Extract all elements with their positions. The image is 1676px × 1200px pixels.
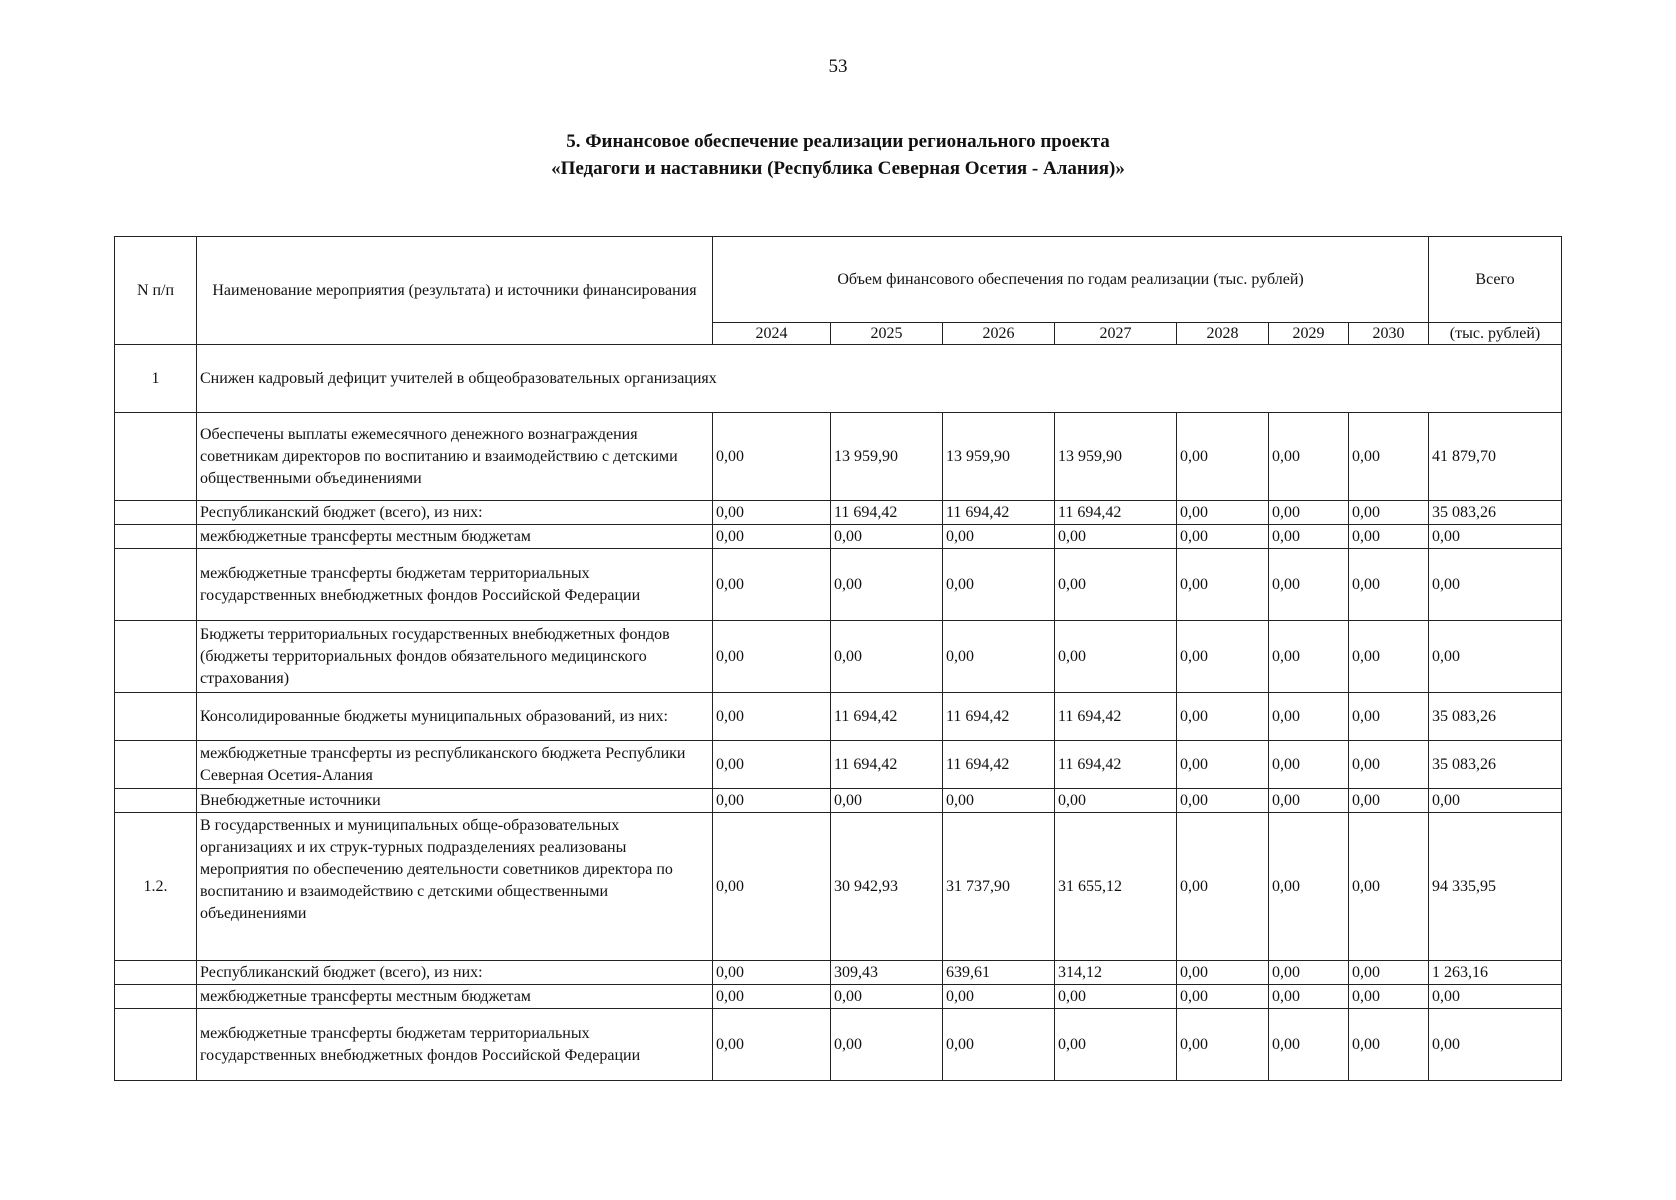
row-value: 13 959,90 — [831, 413, 943, 501]
row-value: 309,43 — [831, 961, 943, 985]
row-total: 41 879,70 — [1429, 413, 1562, 501]
header-year: 2025 — [831, 323, 943, 345]
row-value: 0,00 — [1055, 621, 1177, 693]
row-value: 0,00 — [1349, 549, 1429, 621]
row-value: 31 655,12 — [1055, 813, 1177, 961]
row-value: 0,00 — [1349, 501, 1429, 525]
table-row — [115, 693, 1562, 741]
section-index: 1 — [115, 345, 197, 413]
row-name: межбюджетные трансферты бюджетам территориальных государственных внебюджетных фондов Российской Федерации — [197, 1009, 713, 1081]
row-name: межбюджетные трансферты из республиканского бюджета Республики Северная Осетия-Алания — [197, 741, 713, 789]
header-year: 2030 — [1349, 323, 1429, 345]
row-value: 0,00 — [1349, 961, 1429, 985]
table-header — [115, 237, 1562, 345]
row-total: 0,00 — [1429, 789, 1562, 813]
row-total: 0,00 — [1429, 985, 1562, 1009]
row-value: 13 959,90 — [943, 413, 1055, 501]
row-value: 0,00 — [713, 501, 831, 525]
header-total: Всего — [1429, 237, 1562, 323]
row-value: 0,00 — [943, 789, 1055, 813]
financing-table — [114, 236, 1562, 1081]
row-index — [115, 501, 197, 525]
table-row — [115, 501, 1562, 525]
row-total: 0,00 — [1429, 1009, 1562, 1081]
row-value: 0,00 — [1055, 525, 1177, 549]
row-value: 0,00 — [1269, 1009, 1349, 1081]
header-name: Наименование мероприятия (результата) и источники финансирования — [197, 237, 713, 345]
row-value: 0,00 — [713, 413, 831, 501]
row-name: межбюджетные трансферты бюджетам территориальных государственных внебюджетных фондов Российской Федерации — [197, 549, 713, 621]
row-value: 0,00 — [1177, 501, 1269, 525]
row-value: 0,00 — [1177, 813, 1269, 961]
row-value: 0,00 — [1055, 789, 1177, 813]
row-value: 11 694,42 — [831, 693, 943, 741]
row-value: 13 959,90 — [1055, 413, 1177, 501]
row-total: 35 083,26 — [1429, 741, 1562, 789]
row-value: 0,00 — [1349, 525, 1429, 549]
row-index — [115, 413, 197, 501]
row-total: 0,00 — [1429, 621, 1562, 693]
row-value: 0,00 — [831, 1009, 943, 1081]
row-value: 11 694,42 — [1055, 693, 1177, 741]
row-value: 0,00 — [831, 549, 943, 621]
row-index — [115, 961, 197, 985]
row-value: 0,00 — [713, 693, 831, 741]
row-value: 0,00 — [1055, 985, 1177, 1009]
row-value: 0,00 — [713, 985, 831, 1009]
row-index: 1.2. — [115, 813, 197, 961]
row-value: 0,00 — [1177, 621, 1269, 693]
row-value: 0,00 — [831, 525, 943, 549]
row-value: 0,00 — [943, 525, 1055, 549]
table-row — [115, 621, 1562, 693]
row-value: 0,00 — [1177, 741, 1269, 789]
row-value: 11 694,42 — [943, 501, 1055, 525]
row-value: 11 694,42 — [1055, 741, 1177, 789]
row-value: 0,00 — [1177, 693, 1269, 741]
header-volume: Объем финансового обеспечения по годам реализации (тыс. рублей) — [713, 237, 1429, 323]
row-index — [115, 549, 197, 621]
row-value: 0,00 — [1349, 413, 1429, 501]
row-value: 0,00 — [1349, 789, 1429, 813]
header-num: N п/п — [115, 237, 197, 345]
row-value: 0,00 — [1177, 413, 1269, 501]
row-total: 0,00 — [1429, 549, 1562, 621]
row-value: 0,00 — [1269, 413, 1349, 501]
row-value: 0,00 — [1177, 789, 1269, 813]
page-title — [0, 128, 1676, 182]
row-value: 0,00 — [831, 621, 943, 693]
row-total: 94 335,95 — [1429, 813, 1562, 961]
row-total: 35 083,26 — [1429, 693, 1562, 741]
row-name: межбюджетные трансферты местным бюджетам — [197, 985, 713, 1009]
row-total: 1 263,16 — [1429, 961, 1562, 985]
row-value: 0,00 — [1177, 1009, 1269, 1081]
row-value: 0,00 — [1269, 525, 1349, 549]
row-value: 0,00 — [1269, 961, 1349, 985]
row-index — [115, 525, 197, 549]
row-value: 0,00 — [831, 789, 943, 813]
row-value: 0,00 — [1177, 549, 1269, 621]
row-value: 11 694,42 — [943, 693, 1055, 741]
row-index — [115, 741, 197, 789]
header-total-unit: (тыс. рублей) — [1429, 323, 1562, 345]
title-line-2: «Педагоги и наставники (Республика Северная Осетия - Алания)» — [551, 158, 1125, 179]
row-value: 0,00 — [1349, 621, 1429, 693]
row-value: 0,00 — [1269, 813, 1349, 961]
row-index — [115, 985, 197, 1009]
row-value: 0,00 — [943, 549, 1055, 621]
row-value: 30 942,93 — [831, 813, 943, 961]
row-value: 11 694,42 — [831, 741, 943, 789]
row-name: межбюджетные трансферты местным бюджетам — [197, 525, 713, 549]
row-value: 0,00 — [1349, 741, 1429, 789]
row-total: 0,00 — [1429, 525, 1562, 549]
header-year: 2029 — [1269, 323, 1349, 345]
row-value: 0,00 — [1055, 549, 1177, 621]
row-value: 0,00 — [1177, 961, 1269, 985]
row-value: 0,00 — [713, 621, 831, 693]
row-value: 0,00 — [943, 621, 1055, 693]
row-value: 0,00 — [713, 1009, 831, 1081]
row-value: 0,00 — [1269, 621, 1349, 693]
table-row — [115, 961, 1562, 985]
table-row — [115, 525, 1562, 549]
table-row — [115, 549, 1562, 621]
row-value: 639,61 — [943, 961, 1055, 985]
section-title: Снижен кадровый дефицит учителей в общеобразовательных организациях — [197, 345, 1562, 413]
row-value: 0,00 — [831, 985, 943, 1009]
header-year: 2026 — [943, 323, 1055, 345]
row-name: Бюджеты территориальных государственных внебюджетных фондов (бюджеты территориальных фондов обязательного медицинского страхования) — [197, 621, 713, 693]
row-name: В государственных и муниципальных обще-образовательных организациях и их струк-турных подразделениях реализованы мероприятия по обеспечению деятельности советников директора по воспитанию и взаимодействию с детскими общественными объединениями — [197, 813, 713, 961]
row-value: 0,00 — [1269, 549, 1349, 621]
row-value: 0,00 — [1349, 1009, 1429, 1081]
table-row — [115, 413, 1562, 501]
row-value: 0,00 — [1177, 525, 1269, 549]
row-value: 11 694,42 — [1055, 501, 1177, 525]
row-index — [115, 693, 197, 741]
row-name: Внебюджетные источники — [197, 789, 713, 813]
row-value: 0,00 — [713, 961, 831, 985]
row-name: Республиканский бюджет (всего), из них: — [197, 961, 713, 985]
table-row — [115, 813, 1562, 961]
table-row — [115, 741, 1562, 789]
row-total: 35 083,26 — [1429, 501, 1562, 525]
header-year: 2027 — [1055, 323, 1177, 345]
row-value: 11 694,42 — [831, 501, 943, 525]
row-value: 11 694,42 — [943, 741, 1055, 789]
row-index — [115, 1009, 197, 1081]
row-value: 314,12 — [1055, 961, 1177, 985]
row-value: 0,00 — [1269, 985, 1349, 1009]
row-value: 0,00 — [1269, 741, 1349, 789]
row-value: 0,00 — [1269, 501, 1349, 525]
table-row — [115, 1009, 1562, 1081]
row-value: 0,00 — [1349, 985, 1429, 1009]
row-value: 0,00 — [713, 741, 831, 789]
table-row — [115, 985, 1562, 1009]
row-name: Республиканский бюджет (всего), из них: — [197, 501, 713, 525]
row-value: 0,00 — [1177, 985, 1269, 1009]
row-name: Обеспечены выплаты ежемесячного денежного вознаграждения советникам директоров по воспитанию и взаимодействию с детскими общественными объединениями — [197, 413, 713, 501]
row-name: Консолидированные бюджеты муниципальных образований, из них: — [197, 693, 713, 741]
row-value: 0,00 — [713, 525, 831, 549]
header-year: 2024 — [713, 323, 831, 345]
title-line-1: 5. Финансовое обеспечение реализации регионального проекта — [566, 131, 1110, 152]
section-row — [115, 345, 1562, 413]
row-value: 0,00 — [1349, 813, 1429, 961]
table-row — [115, 789, 1562, 813]
header-year: 2028 — [1177, 323, 1269, 345]
page-number: 53 — [828, 56, 848, 77]
row-value: 0,00 — [1349, 693, 1429, 741]
row-index — [115, 621, 197, 693]
row-value: 0,00 — [1269, 693, 1349, 741]
row-index — [115, 789, 197, 813]
row-value: 0,00 — [943, 985, 1055, 1009]
row-value: 0,00 — [713, 549, 831, 621]
row-value: 31 737,90 — [943, 813, 1055, 961]
row-value: 0,00 — [1269, 789, 1349, 813]
row-value: 0,00 — [943, 1009, 1055, 1081]
row-value: 0,00 — [1055, 1009, 1177, 1081]
row-value: 0,00 — [713, 813, 831, 961]
row-value: 0,00 — [713, 789, 831, 813]
